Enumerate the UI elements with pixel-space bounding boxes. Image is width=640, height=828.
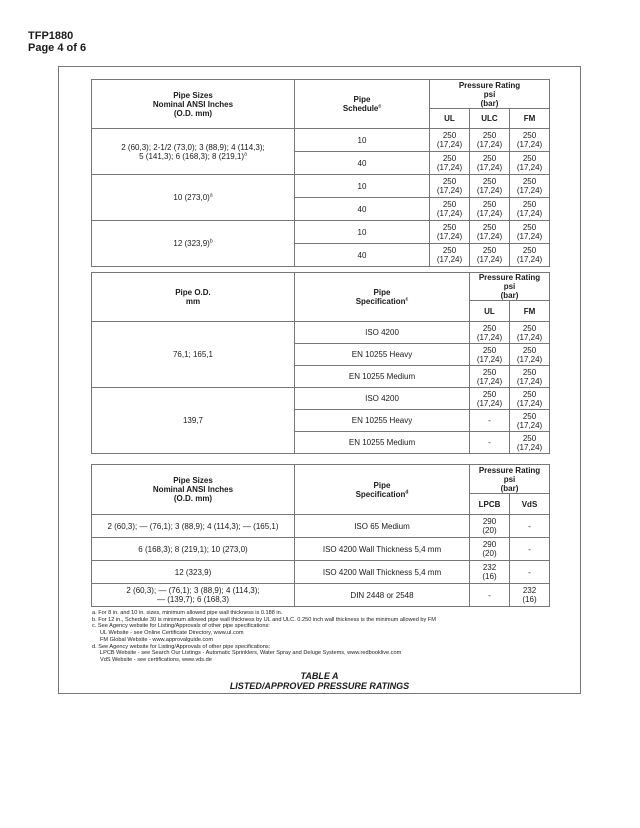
ulc-rating-cell: 250 (17,24) bbox=[470, 175, 510, 198]
lpcb-rating-cell: 232 (16) bbox=[470, 561, 510, 584]
ul-rating-cell: - bbox=[470, 410, 510, 432]
specification-cell: EN 10255 Heavy bbox=[295, 410, 470, 432]
ulc-rating-cell: 250 (17,24) bbox=[470, 129, 510, 152]
fm-rating-cell: 250 (17,24) bbox=[510, 129, 550, 152]
fm-rating-cell: 250 (17,24) bbox=[510, 175, 550, 198]
schedule-cell: 40 bbox=[295, 198, 430, 221]
schedule-cell: 10 bbox=[295, 175, 430, 198]
footnote-a: a. For 8 in. and 10 in. sizes, minimum allowed pipe wall thickness is 0.188 in. bbox=[92, 610, 283, 616]
lpcb-rating-cell: 290 (20) bbox=[470, 515, 510, 538]
header-pipe-sizes: Pipe Sizes Nominal ANSI Inches (O.D. mm) bbox=[92, 80, 295, 129]
header-ul: UL bbox=[430, 109, 470, 129]
pipe-od-cell: 76,1; 165,1 bbox=[92, 322, 295, 388]
table-lpcb-vds-ratings bbox=[91, 464, 550, 607]
ul-rating-cell: 250 (17,24) bbox=[430, 221, 470, 244]
header-pressure-rating: Pressure Rating psi (bar) bbox=[430, 80, 550, 109]
footnote-d-lpcb: LPCB Website - see Search Our Listings - Automatic Sprinklers, Water Spray and Deluge Systems, www.redbooklive.com bbox=[100, 650, 402, 657]
document-header bbox=[28, 30, 86, 54]
pipe-size-cell: 2 (60,3); 2-1/2 (73,0); 3 (88,9); 4 (114,3); 5 (141,3); 6 (168,3); 8 $(219,1)^a$ bbox=[92, 129, 295, 175]
header-lpcb: LPCB bbox=[470, 494, 510, 515]
header-pipe-specification: Pipe Specification$^d$ bbox=[295, 465, 470, 515]
pipe-size-cell: 10 $(273,0)^a$ bbox=[92, 175, 295, 221]
fm-rating-cell: 250 (17,24) bbox=[510, 198, 550, 221]
header-pipe-sizes: Pipe Sizes Nominal ANSI Inches (O.D. mm) bbox=[92, 465, 295, 515]
schedule-cell: 40 bbox=[295, 152, 430, 175]
specification-cell: ISO 4200 bbox=[295, 322, 470, 344]
pipe-size-cell: 6 (168,3); 8 (219,1); 10 (273,0) bbox=[92, 538, 295, 561]
specification-cell: EN 10255 Medium bbox=[295, 432, 470, 454]
table-row bbox=[92, 584, 550, 607]
ul-rating-cell: 250 (17,24) bbox=[470, 366, 510, 388]
footnote-c-fm: FM Global Website - www.approvalguide.com bbox=[100, 636, 214, 643]
fm-rating-cell: 250 (17,24) bbox=[510, 432, 550, 454]
pipe-size-cell: 2 (60,3); — (76,1); 3 (88,9); 4 (114,3); — (165,1) bbox=[92, 515, 295, 538]
table-row bbox=[92, 322, 550, 344]
ulc-rating-cell: 250 (17,24) bbox=[470, 152, 510, 175]
header-pipe-schedule: Pipe Schedule$^c$ bbox=[295, 80, 430, 129]
fm-rating-cell: 250 (17,24) bbox=[510, 344, 550, 366]
table-schedule-ratings bbox=[91, 79, 550, 267]
ulc-rating-cell: 250 (17,24) bbox=[470, 244, 510, 267]
pipe-size-cell: 2 (60,3); — (76,1); 3 (88,9); 4 (114,3); — (139,7); 6 (168,3) bbox=[92, 584, 295, 607]
fm-rating-cell: 250 (17,24) bbox=[510, 244, 550, 267]
table-row bbox=[92, 129, 550, 152]
specification-cell: ISO 65 Medium bbox=[295, 515, 470, 538]
table-row bbox=[92, 175, 550, 198]
specification-cell: EN 10255 Medium bbox=[295, 366, 470, 388]
specification-cell: ISO 4200 bbox=[295, 388, 470, 410]
schedule-cell: 10 bbox=[295, 129, 430, 152]
fm-rating-cell: 250 (17,24) bbox=[510, 152, 550, 175]
pipe-size-cell: 12 (323,9) bbox=[92, 561, 295, 584]
ul-rating-cell: 250 (17,24) bbox=[430, 129, 470, 152]
footnote-b: b. For 12 in., Schedule 30 is minimum allowed pipe wall thickness by UL and ULC. 0.250 inch wall thickness is the minimum allowed by FM bbox=[92, 616, 436, 623]
lpcb-rating-cell: - bbox=[470, 584, 510, 607]
ul-rating-cell: 250 (17,24) bbox=[430, 244, 470, 267]
schedule-cell: 10 bbox=[295, 221, 430, 244]
ulc-rating-cell: 250 (17,24) bbox=[470, 221, 510, 244]
ul-rating-cell: 250 (17,24) bbox=[470, 388, 510, 410]
footnote-d: d. See Agency website for Listing/Approvals of other pipe specifications: bbox=[92, 643, 271, 650]
footnote-d-vds: VdS Website - see certifications, www.vds.de bbox=[100, 656, 212, 663]
schedule-cell: 40 bbox=[295, 244, 430, 267]
header-ul: UL bbox=[470, 301, 510, 322]
vds-rating-cell: - bbox=[510, 515, 550, 538]
table-row bbox=[92, 561, 550, 584]
vds-rating-cell: - bbox=[510, 538, 550, 561]
table-row bbox=[92, 388, 550, 410]
footnotes bbox=[92, 610, 562, 664]
header-pipe-specification: Pipe Specification$^c$ bbox=[295, 273, 470, 322]
specification-cell: ISO 4200 Wall Thickness 5,4 mm bbox=[295, 538, 470, 561]
header-fm: FM bbox=[510, 109, 550, 129]
document-id: TFP1880 bbox=[28, 30, 74, 42]
vds-rating-cell: - bbox=[510, 561, 550, 584]
specification-cell: EN 10255 Heavy bbox=[295, 344, 470, 366]
specification-cell: ISO 4200 Wall Thickness 5,4 mm bbox=[295, 561, 470, 584]
header-vds: VdS bbox=[510, 494, 550, 515]
vds-rating-cell: 232 (16) bbox=[510, 584, 550, 607]
table-row bbox=[92, 515, 550, 538]
table-specification-ratings bbox=[91, 272, 550, 454]
pipe-size-cell: 12 $(323,9)^b$ bbox=[92, 221, 295, 267]
table-caption-title: LISTED/APPROVED PRESSURE RATINGS bbox=[229, 681, 410, 691]
table-caption-label: TABLE A bbox=[300, 671, 339, 681]
fm-rating-cell: 250 (17,24) bbox=[510, 366, 550, 388]
ulc-rating-cell: 250 (17,24) bbox=[470, 198, 510, 221]
header-pressure-rating: Pressure Rating psi (bar) bbox=[470, 273, 550, 301]
ul-rating-cell: - bbox=[470, 432, 510, 454]
footnote-c-ul: UL Website - see Online Certificate Directory, www.ul.com bbox=[100, 630, 244, 637]
lpcb-rating-cell: 290 (20) bbox=[470, 538, 510, 561]
ul-rating-cell: 250 (17,24) bbox=[430, 198, 470, 221]
fm-rating-cell: 250 (17,24) bbox=[510, 410, 550, 432]
table-row bbox=[92, 221, 550, 244]
header-pressure-rating: Pressure Rating psi (bar) bbox=[470, 465, 550, 494]
fm-rating-cell: 250 (17,24) bbox=[510, 221, 550, 244]
ul-rating-cell: 250 (17,24) bbox=[430, 152, 470, 175]
specification-cell: DIN 2448 or 2548 bbox=[295, 584, 470, 607]
ul-rating-cell: 250 (17,24) bbox=[470, 322, 510, 344]
ul-rating-cell: 250 (17,24) bbox=[470, 344, 510, 366]
table-row bbox=[92, 538, 550, 561]
page-number: Page 4 of 6 bbox=[28, 42, 87, 54]
fm-rating-cell: 250 (17,24) bbox=[510, 322, 550, 344]
footnote-c: c. See Agency website for Listing/Approvals of other pipe specifications: bbox=[92, 623, 270, 630]
ul-rating-cell: 250 (17,24) bbox=[430, 175, 470, 198]
fm-rating-cell: 250 (17,24) bbox=[510, 388, 550, 410]
header-ulc: ULC bbox=[470, 109, 510, 129]
header-pipe-od: Pipe O.D. mm bbox=[92, 273, 295, 322]
pipe-od-cell: 139,7 bbox=[92, 388, 295, 454]
header-fm: FM bbox=[510, 301, 550, 322]
